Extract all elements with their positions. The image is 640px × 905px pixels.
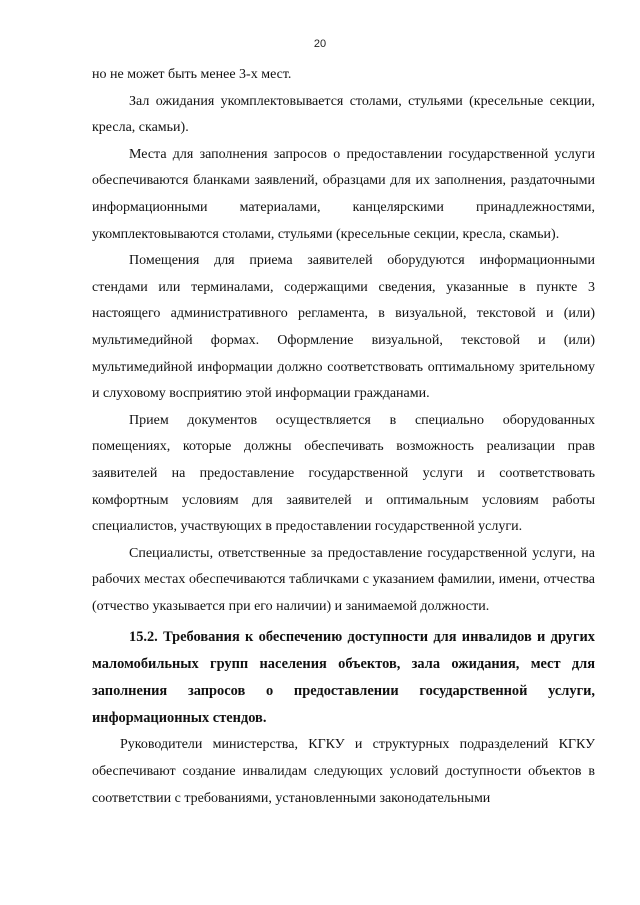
paragraph-3: Места для заполнения запросов о предоставлении государственной услуги обеспечиваются бланками заявлений, образцами для их заполнения, раздаточными информационными материалами, канцелярскими принадлежностями, укомплектовываются столами, стульями (кресельные секции, кресла, скамьи). [92,146,595,242]
document-body [92,62,595,812]
paragraph-5: Прием документов осуществляется в специально оборудованных помещениях, которые должны обеспечивать возможность реализации прав заявителей на предоставление государственной услуги и соответствовать комфортным условиям для заявителей и оптимальным условиям работы специалистов, участвующих в предоставлении государственной услуги. [92,412,595,535]
paragraph-6: Специалисты, ответственные за предоставление государственной услуги, на рабочих местах обеспечиваются табличками с указанием фамилии, имени, отчества (отчество указывается при его наличии) и занимаемой должности. [92,545,595,614]
paragraph-2: Зал ожидания укомплектовывается столами, стульями (кресельные секции, кресла, скамьи). [92,93,595,136]
paragraph-4: Помещения для приема заявителей оборудуются информационными стендами или терминалами, содержащими сведения, указанные в пункте 3 настоящего административного регламента, в визуальной, текстовой и (или) мультимедийной формах. Оформление визуальной, текстовой и (или) мультимедийной информации должно соответствовать оптимальному зрительному и слуховому восприятию этой информации гражданами. [92,253,595,402]
section-heading: 15.2. Требования к обеспечению доступности для инвалидов и других маломобильных групп населения объектов, зала ожидания, мест для заполнения запросов о предоставлении государственной услуги, информационных стендов. [92,629,595,727]
paragraph-final: Руководители министерства, КГКУ и структурных подразделений КГКУ обеспечивают создание инвалидам следующих условий доступности объектов в соответствии с требованиями, установленными законодательными [92,737,595,806]
paragraph-1: но не может быть менее 3-х мест. [92,67,292,82]
page-number: 20 [313,38,327,50]
